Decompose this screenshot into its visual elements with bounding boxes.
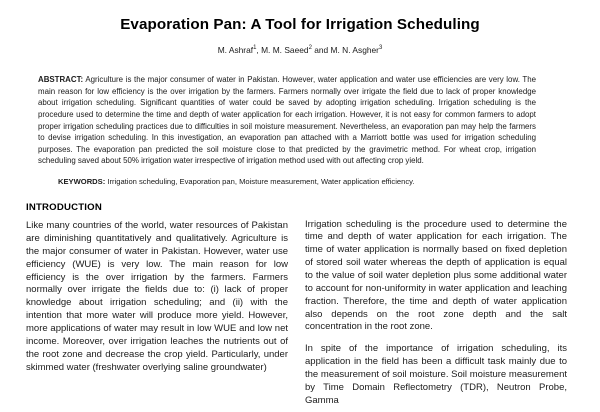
author-name-1: M. Ashraf bbox=[217, 45, 254, 56]
column-right bbox=[305, 202, 567, 408]
page-title: Evaporation Pan: A Tool for Irrigation Scheduling bbox=[120, 16, 480, 33]
keywords-section bbox=[0, 167, 600, 188]
paragraph: In spite of the importance of irrigation scheduling, its application in the field has been a difficult task mainly due to the measurement of soil moisture. Soil moisture measurement by Time Domain Reflectometry (TDR), Neutron Probe, Gamma bbox=[305, 343, 567, 406]
author-separator-2: and bbox=[311, 45, 331, 56]
author-affiliation-marker-3: 3 bbox=[378, 45, 383, 52]
author-affiliation-marker-2: 2 bbox=[308, 45, 312, 52]
body-columns bbox=[0, 188, 600, 408]
paragraph: Like many countries of the world, water resources of Pakistan are diminishing quantitatively and qualitatively. Agriculture is the major consumer of water in Pakistan. However, water use efficiency (WUE) is very low. The main reason for low efficiency is the over irrigation by the farmers. Farmers normally over irrigate the fields due to: (i) lack of proper knowledge about irrigation scheduling; and (ii) with the intention that more water will produce more yield. However, more applications of water may result in low WUE and low net income. Moreover, over irrigation leaches the nutrients out of the root zone and decrease the crop yield. Particularly, under skimmed water (freshwater overlying saline groundwater) bbox=[26, 220, 288, 373]
paragraph: Irrigation scheduling is the procedure used to determine the time and depth of water application for each irrigation. The time of water application is normally based on fixed depletion of stored soil water whereas the depth of application is equal to the value of soil water depletion plus some additional water to account for non-uniformity in water application and leaching fraction. Therefore, the time and depth of water application also depends on the root zone depth and the salt concentration in the root zone. bbox=[305, 218, 567, 333]
author-name-2: M. M. Saeed bbox=[261, 45, 309, 56]
section-heading-introduction: INTRODUCTION bbox=[26, 201, 102, 213]
abstract-text: Agriculture is the major consumer of water in Pakistan. However, water application and water use efficiencies are very low. The main reason for low efficiency is the over irrigation by the farmers. Farmers normally over irrigate the field due to lack of proper knowledge about irrigation scheduling. Significant quantities of water could be saved by adopting irrigation scheduling. Irrigation scheduling is the procedure used to determine the time and depth of water application for each irrigation. However, it is not easy for common farmers to adopt proper irrigation scheduling practices due to difficulties in soil moisture measurement. Nevertheless, an evaporation pan may help the farmers to devise irrigation scheduling. In this investigation, an evaporation pan attached with a Marriott bottle was used for irrigation scheduling purposes. The evaporation pan predicted the soil moisture close to that predicted by the gravimetric method. For wheat crop, irrigation scheduling saved about 50% irrigation water irrespective of irrigation method used with out affecting crop yield. bbox=[38, 75, 536, 166]
abstract-label: ABSTRACT: bbox=[38, 75, 84, 85]
abstract-section bbox=[0, 55, 600, 167]
author-list bbox=[0, 34, 600, 55]
column-right-top-spacer bbox=[305, 202, 567, 219]
column-left bbox=[26, 202, 288, 375]
author-name-3: M. N. Asgher bbox=[330, 45, 379, 56]
keywords-text: Irrigation scheduling, Evaporation pan, Moisture measurement, Water application efficiency. bbox=[105, 176, 415, 186]
keywords-label: KEYWORDS: bbox=[58, 176, 106, 186]
author-affiliation-marker-1: 1 bbox=[253, 45, 257, 52]
author-separator-1: , bbox=[256, 45, 262, 56]
